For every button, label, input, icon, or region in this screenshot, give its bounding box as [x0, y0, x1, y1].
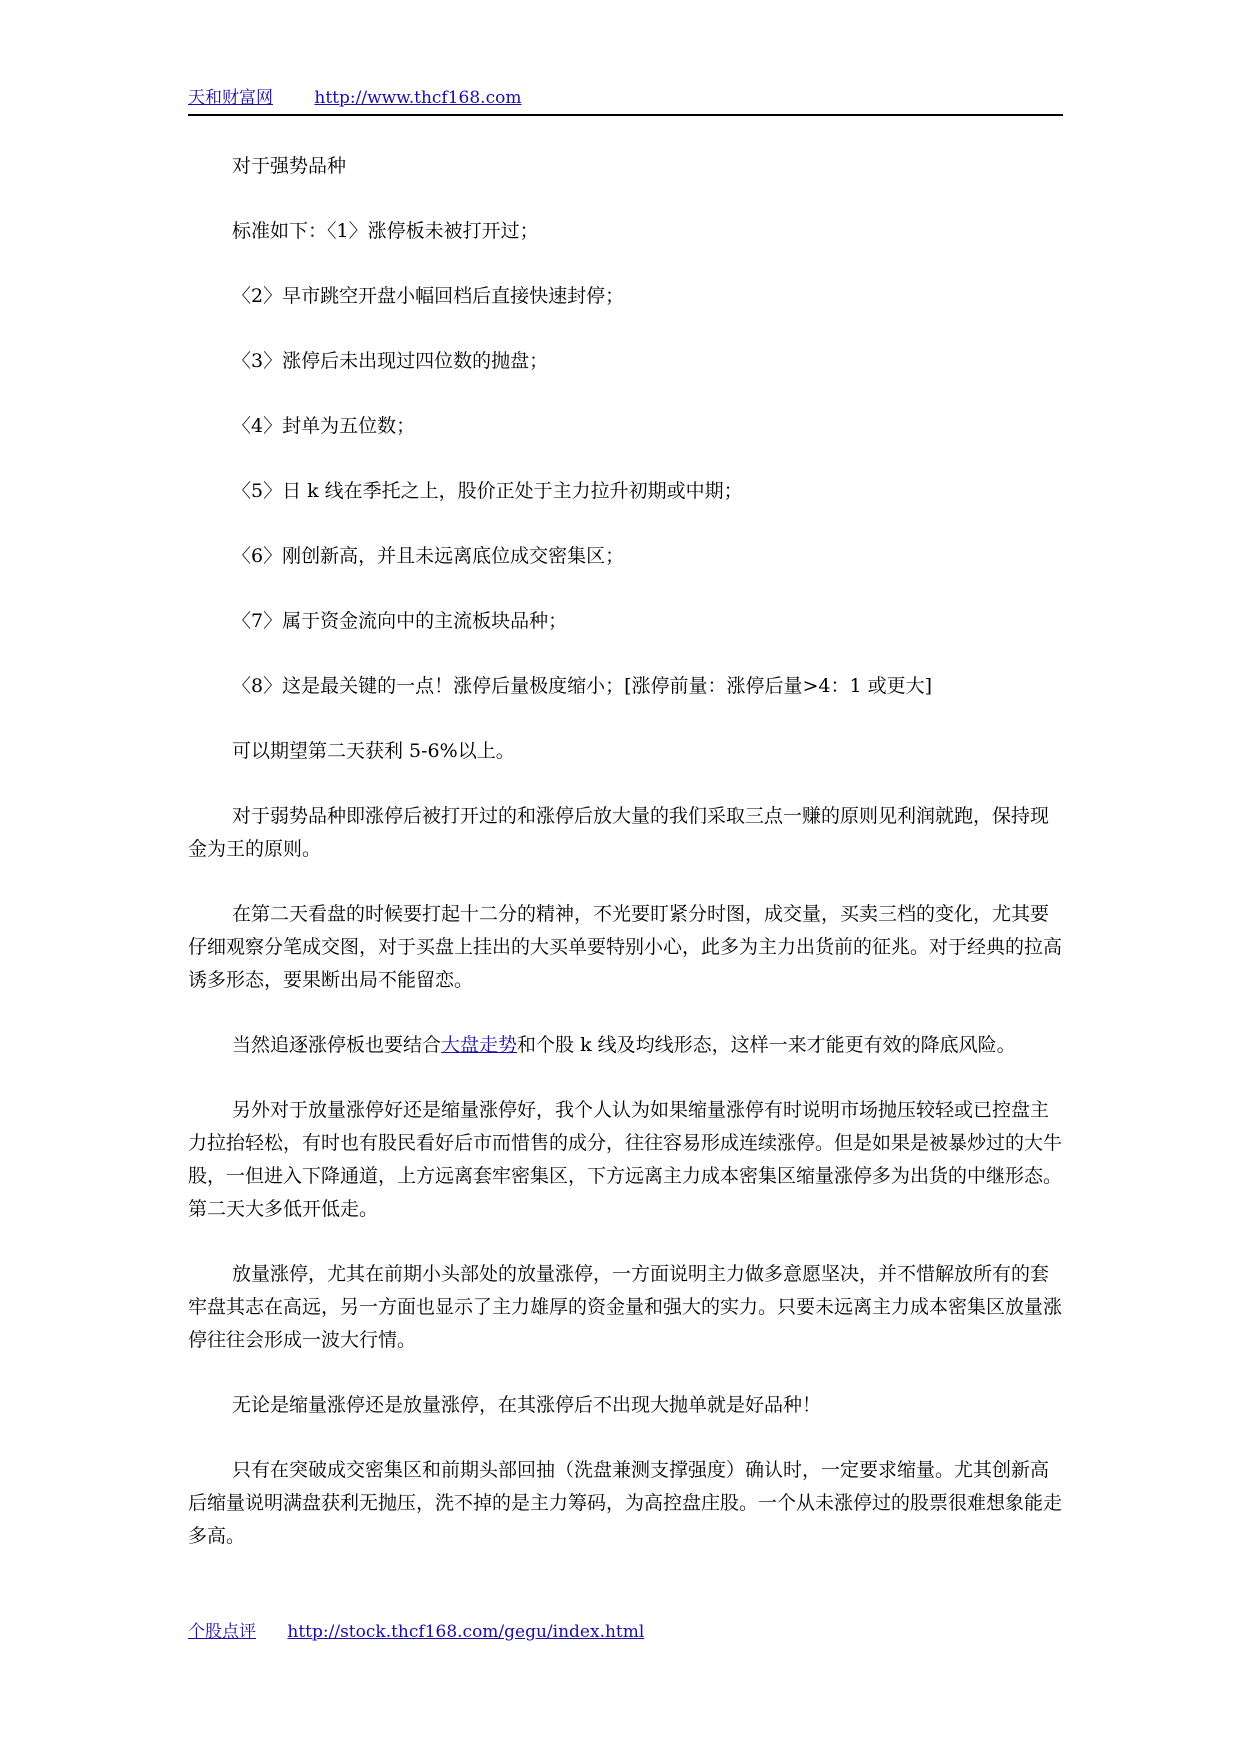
- paragraph: 另外对于放量涨停好还是缩量涨停好，我个人认为如果缩量涨停有时说明市场抛压较轻或已控盘主力拉抬轻松，有时也有股民看好后市而惜售的成分，往往容易形成连续涨停。但是如果是被暴炒过的大牛股，一但进入下降通道，上方远离套牢密集区，下方远离主力成本密集区缩量涨停多为出货的中继形态。第二天大多低开低走。: [188, 1099, 1063, 1220]
- paragraph: 对于强势品种: [232, 155, 347, 177]
- section-url-link[interactable]: http://stock.thcf168.com/gegu/index.html: [287, 1622, 645, 1642]
- paragraph: 〈7〉属于资金流向中的主流板块品种；: [232, 610, 568, 632]
- paragraph: 只有在突破成交密集区和前期头部回抽（洗盘兼测支撑强度）确认时，一定要求缩量。尤其创新高后缩量说明满盘获利无抛压，洗不掉的是主力筹码，为高控盘庄股。一个从未涨停过的股票很难想象能走多高。: [188, 1459, 1063, 1547]
- section-name-link[interactable]: 个股点评: [188, 1622, 256, 1642]
- paragraph: 〈4〉封单为五位数；: [232, 415, 416, 437]
- paragraph: 〈5〉日 k 线在季托之上，股价正处于主力拉升初期或中期；: [232, 480, 743, 502]
- paragraph: 可以期望第二天获利 5-6%以上。: [232, 740, 515, 762]
- paragraph: 在第二天看盘的时候要打起十二分的精神，不光要盯紧分时图，成交量，买卖三档的变化，尤其要仔细观察分笔成交图，对于买盘上挂出的大买单要特别小心，此多为主力出货前的征兆。对于经典的拉高诱多形态，要果断出局不能留恋。: [188, 903, 1063, 991]
- paragraph: 标准如下：〈1〉涨停板未被打开过；: [232, 220, 539, 242]
- paragraph: 〈3〉涨停后未出现过四位数的抛盘；: [232, 350, 549, 372]
- paragraph: 〈2〉早市跳空开盘小幅回档后直接快速封停；: [232, 285, 625, 307]
- paragraph: 无论是缩量涨停还是放量涨停，在其涨停后不出现大抛单就是好品种！: [232, 1394, 822, 1416]
- paragraph: [188, 1029, 1063, 1062]
- paragraph-text: 当然追逐涨停板也要结合: [232, 1034, 442, 1056]
- paragraph: 〈6〉刚创新高，并且未远离底位成交密集区；: [232, 545, 625, 567]
- site-name-link[interactable]: 天和财富网: [188, 88, 273, 108]
- paragraph: 对于弱势品种即涨停后被打开过的和涨停后放大量的我们采取三点一赚的原则见利润就跑，保持现金为王的原则。: [188, 805, 1050, 860]
- article-body: [188, 150, 1063, 1585]
- page-header: [188, 88, 1063, 116]
- paragraph-text: 和个股 k 线及均线形态，这样一来才能更有效的降底风险。: [517, 1034, 1016, 1056]
- page-footer: [188, 1622, 1063, 1642]
- market-trend-link[interactable]: 大盘走势: [441, 1034, 518, 1056]
- paragraph: 〈8〉这是最关键的一点！涨停后量极度缩小；[涨停前量：涨停后量>4：1 或更大]: [232, 675, 933, 697]
- site-url-link[interactable]: http://www.thcf168.com: [314, 88, 522, 108]
- paragraph: 放量涨停，尤其在前期小头部处的放量涨停，一方面说明主力做多意愿坚决，并不惜解放所有的套牢盘其志在高远，另一方面也显示了主力雄厚的资金量和强大的实力。只要未远离主力成本密集区放量涨停往往会形成一波大行情。: [188, 1263, 1063, 1351]
